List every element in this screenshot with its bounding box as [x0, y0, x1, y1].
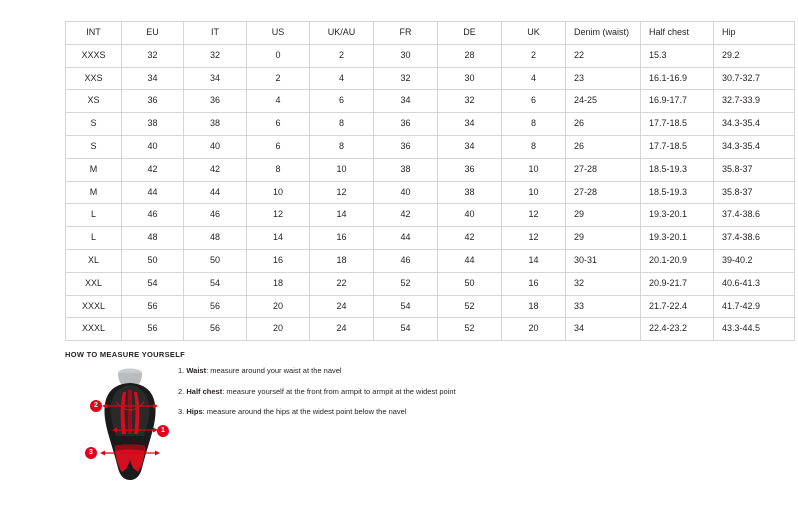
- table-cell: 36: [122, 90, 184, 113]
- table-cell: 8: [502, 135, 566, 158]
- table-cell: 4: [502, 67, 566, 90]
- table-cell: 32: [122, 44, 184, 67]
- table-cell: 52: [438, 295, 502, 318]
- table-cell: 21.7-22.4: [641, 295, 714, 318]
- table-row: [66, 295, 795, 318]
- table-cell: 22.4-23.2: [641, 318, 714, 341]
- table-cell: 17.7-18.5: [641, 135, 714, 158]
- table-header-cell: UK: [502, 22, 566, 45]
- table-cell: 42: [438, 227, 502, 250]
- table-cell: 44: [438, 249, 502, 272]
- table-cell: 6: [247, 135, 310, 158]
- table-cell: 14: [502, 249, 566, 272]
- table-cell: 26: [566, 135, 641, 158]
- table-cell: 48: [122, 227, 184, 250]
- table-cell: L: [66, 204, 122, 227]
- table-cell: 42: [374, 204, 438, 227]
- table-row: [66, 44, 795, 67]
- measure-instruction-term: Hips: [186, 407, 203, 416]
- table-cell: 20.9-21.7: [641, 272, 714, 295]
- table-cell: 41.7-42.9: [714, 295, 795, 318]
- table-cell: S: [66, 135, 122, 158]
- table-cell: 40: [374, 181, 438, 204]
- table-cell: 42: [122, 158, 184, 181]
- table-cell: 30: [374, 44, 438, 67]
- table-row: [66, 90, 795, 113]
- measure-instruction-text: : measure around your waist at the navel: [206, 366, 342, 375]
- table-cell: 30: [438, 67, 502, 90]
- mannequin-illustration: [80, 364, 180, 489]
- table-cell: 27-28: [566, 181, 641, 204]
- table-cell: 38: [184, 113, 247, 136]
- table-cell: 20: [247, 295, 310, 318]
- table-cell: 36: [374, 113, 438, 136]
- table-cell: 56: [184, 295, 247, 318]
- measure-instructions-list: [178, 366, 608, 428]
- table-header-cell: IT: [184, 22, 247, 45]
- table-header-cell: EU: [122, 22, 184, 45]
- table-cell: 54: [374, 295, 438, 318]
- measure-badge-3: 3: [85, 447, 97, 459]
- table-cell: 40.6-41.3: [714, 272, 795, 295]
- table-row: [66, 272, 795, 295]
- table-cell: 40: [438, 204, 502, 227]
- how-to-measure-title: HOW TO MEASURE YOURSELF: [65, 350, 185, 359]
- table-cell: 20.1-20.9: [641, 249, 714, 272]
- table-row: [66, 204, 795, 227]
- table-cell: 34: [438, 135, 502, 158]
- table-cell: 50: [184, 249, 247, 272]
- table-cell: XXXS: [66, 44, 122, 67]
- table-cell: 32: [566, 272, 641, 295]
- table-cell: 39-40.2: [714, 249, 795, 272]
- table-cell: 36: [374, 135, 438, 158]
- measure-instruction-number: 2.: [178, 386, 185, 396]
- table-cell: 12: [247, 204, 310, 227]
- table-cell: 34.3-35.4: [714, 135, 795, 158]
- table-cell: 12: [502, 204, 566, 227]
- table-row: [66, 318, 795, 341]
- table-cell: 52: [438, 318, 502, 341]
- table-cell: M: [66, 181, 122, 204]
- table-cell: 8: [502, 113, 566, 136]
- table-cell: 29: [566, 227, 641, 250]
- table-row: [66, 135, 795, 158]
- table-cell: 44: [122, 181, 184, 204]
- table-cell: 40: [122, 135, 184, 158]
- table-cell: 46: [374, 249, 438, 272]
- table-header-cell: Half chest: [641, 22, 714, 45]
- table-cell: 6: [247, 113, 310, 136]
- table-cell: 0: [247, 44, 310, 67]
- table-cell: 34: [374, 90, 438, 113]
- table-cell: 12: [502, 227, 566, 250]
- table-cell: 46: [122, 204, 184, 227]
- table-cell: 34: [438, 113, 502, 136]
- table-cell: 14: [247, 227, 310, 250]
- measure-badge-2: 2: [90, 400, 102, 412]
- size-chart-header: [66, 22, 795, 45]
- table-header-cell: Denim (waist): [566, 22, 641, 45]
- table-cell: 18: [502, 295, 566, 318]
- table-cell: 12: [310, 181, 374, 204]
- table-cell: 40: [184, 135, 247, 158]
- measure-badge-1: 1: [157, 425, 169, 437]
- table-cell: 29: [566, 204, 641, 227]
- table-cell: 22: [566, 44, 641, 67]
- table-cell: 56: [184, 318, 247, 341]
- table-cell: 20: [247, 318, 310, 341]
- table-cell: 6: [502, 90, 566, 113]
- table-cell: 35.8-37: [714, 158, 795, 181]
- table-cell: 24: [310, 318, 374, 341]
- table-cell: 16: [310, 227, 374, 250]
- table-header-cell: INT: [66, 22, 122, 45]
- table-cell: 14: [310, 204, 374, 227]
- table-cell: 18: [310, 249, 374, 272]
- table-cell: XXXL: [66, 295, 122, 318]
- table-cell: 27-28: [566, 158, 641, 181]
- table-cell: 30-31: [566, 249, 641, 272]
- table-cell: 4: [310, 67, 374, 90]
- table-header-cell: DE: [438, 22, 502, 45]
- table-row: [66, 181, 795, 204]
- table-row: [66, 249, 795, 272]
- table-cell: 44: [184, 181, 247, 204]
- table-cell: 10: [247, 181, 310, 204]
- measure-instruction-text: : measure yourself at the front from armpit to armpit at the widest point: [222, 386, 456, 396]
- table-cell: 20: [502, 318, 566, 341]
- table-cell: 30.7-32.7: [714, 67, 795, 90]
- table-cell: XXL: [66, 272, 122, 295]
- table-cell: 8: [247, 158, 310, 181]
- measure-instruction-number: 1.: [178, 366, 185, 375]
- table-cell: 43.3-44.5: [714, 318, 795, 341]
- table-cell: XXS: [66, 67, 122, 90]
- table-cell: 38: [122, 113, 184, 136]
- table-row: [66, 227, 795, 250]
- table-cell: 6: [310, 90, 374, 113]
- table-cell: 16.9-17.7: [641, 90, 714, 113]
- table-cell: 50: [122, 249, 184, 272]
- table-cell: 24: [310, 295, 374, 318]
- table-cell: 8: [310, 113, 374, 136]
- table-cell: XXXL: [66, 318, 122, 341]
- table-cell: 52: [374, 272, 438, 295]
- table-cell: 16: [247, 249, 310, 272]
- table-cell: 29.2: [714, 44, 795, 67]
- table-cell: 38: [438, 181, 502, 204]
- size-chart-table: [65, 21, 795, 341]
- table-cell: L: [66, 227, 122, 250]
- table-cell: 10: [502, 181, 566, 204]
- table-row: [66, 67, 795, 90]
- measure-instruction: [178, 407, 608, 417]
- table-cell: 36: [184, 90, 247, 113]
- table-cell: 46: [184, 204, 247, 227]
- table-cell: 54: [122, 272, 184, 295]
- table-cell: 34: [184, 67, 247, 90]
- table-cell: 18: [247, 272, 310, 295]
- table-header-cell: US: [247, 22, 310, 45]
- measure-instruction: [178, 387, 608, 397]
- table-cell: 2: [502, 44, 566, 67]
- table-cell: 24-25: [566, 90, 641, 113]
- table-cell: 33: [566, 295, 641, 318]
- table-cell: 32: [438, 90, 502, 113]
- table-cell: 54: [374, 318, 438, 341]
- table-cell: 32.7-33.9: [714, 90, 795, 113]
- table-cell: 2: [310, 44, 374, 67]
- table-cell: 37.4-38.6: [714, 204, 795, 227]
- table-cell: XS: [66, 90, 122, 113]
- table-cell: 22: [310, 272, 374, 295]
- table-cell: 54: [184, 272, 247, 295]
- table-cell: 50: [438, 272, 502, 295]
- table-cell: 37.4-38.6: [714, 227, 795, 250]
- table-cell: 8: [310, 135, 374, 158]
- size-chart-body: [66, 44, 795, 340]
- table-cell: 44: [374, 227, 438, 250]
- table-cell: 28: [438, 44, 502, 67]
- table-cell: 56: [122, 318, 184, 341]
- table-cell: S: [66, 113, 122, 136]
- table-cell: M: [66, 158, 122, 181]
- table-cell: 35.8-37: [714, 181, 795, 204]
- table-cell: 23: [566, 67, 641, 90]
- table-cell: 16: [502, 272, 566, 295]
- table-cell: 36: [438, 158, 502, 181]
- table-row: [66, 113, 795, 136]
- table-cell: 34: [566, 318, 641, 341]
- table-cell: 42: [184, 158, 247, 181]
- size-chart-table-container: [65, 21, 761, 341]
- table-cell: 56: [122, 295, 184, 318]
- table-cell: 26: [566, 113, 641, 136]
- table-cell: 15.3: [641, 44, 714, 67]
- table-cell: 4: [247, 90, 310, 113]
- table-cell: 32: [184, 44, 247, 67]
- table-cell: 34.3-35.4: [714, 113, 795, 136]
- table-cell: 19.3-20.1: [641, 204, 714, 227]
- table-cell: 17.7-18.5: [641, 113, 714, 136]
- measure-instruction-term: Half chest: [186, 386, 223, 396]
- table-cell: 18.5-19.3: [641, 158, 714, 181]
- table-header-row: [66, 22, 795, 45]
- table-header-cell: UK/AU: [310, 22, 374, 45]
- table-header-cell: Hip: [714, 22, 795, 45]
- table-cell: 19.3-20.1: [641, 227, 714, 250]
- table-cell: 10: [310, 158, 374, 181]
- table-cell: 18.5-19.3: [641, 181, 714, 204]
- table-row: [66, 158, 795, 181]
- measure-instruction-term: Waist: [186, 366, 207, 375]
- table-cell: 34: [122, 67, 184, 90]
- table-cell: XL: [66, 249, 122, 272]
- table-cell: 48: [184, 227, 247, 250]
- table-cell: 32: [374, 67, 438, 90]
- table-cell: 2: [247, 67, 310, 90]
- table-header-cell: FR: [374, 22, 438, 45]
- table-cell: 16.1-16.9: [641, 67, 714, 90]
- table-cell: 38: [374, 158, 438, 181]
- measure-instruction-text: : measure around the hips at the widest point below the navel: [202, 407, 407, 416]
- table-cell: 10: [502, 158, 566, 181]
- measure-instruction-number: 3.: [178, 407, 185, 416]
- measure-instruction: [178, 366, 608, 376]
